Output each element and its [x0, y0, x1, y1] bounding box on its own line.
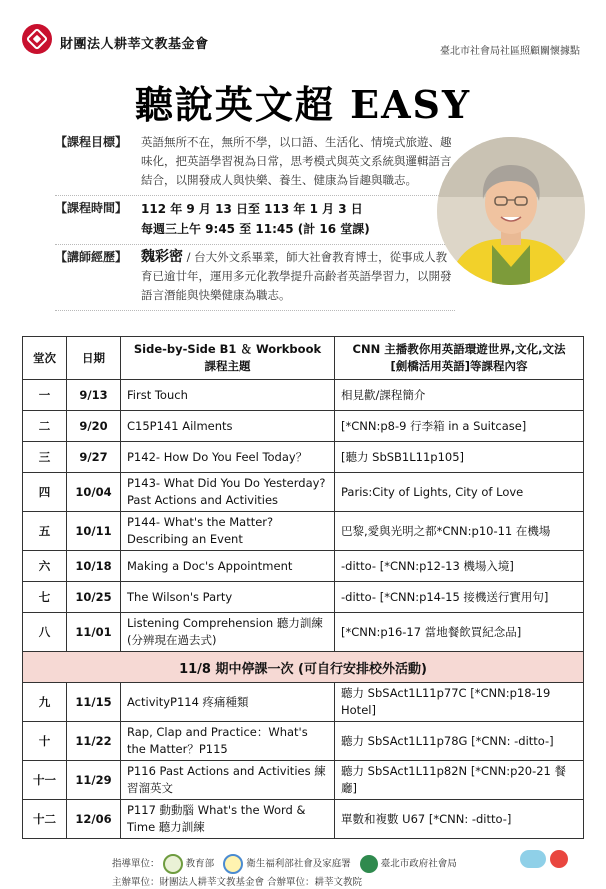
midterm-break-row: [23, 652, 584, 683]
teacher-portrait-icon: [437, 137, 585, 285]
teacher-photo: [437, 137, 585, 285]
row-num: 三: [23, 442, 67, 473]
row-date: 11/01: [67, 613, 121, 652]
row-cnn: 巴黎,愛與光明之都*CNN:p10-11 在機場: [335, 512, 584, 551]
row-topic: P117 動動腦 What's the Word & Time 聽力訓練: [121, 800, 335, 839]
row-cnn: 聽力 SbSAct1L11p78G [*CNN: -ditto-]: [335, 722, 584, 761]
row-cnn: -ditto- [*CNN:p14-15 接機送行實用句]: [335, 582, 584, 613]
guide-units: [112, 854, 457, 874]
row-cnn: 單數和複數 U67 [*CNN: -ditto-]: [335, 800, 584, 839]
table-row: [23, 380, 584, 411]
table-row: [23, 512, 584, 551]
row-cnn: [*CNN:p16-17 當地餐飲買紀念品]: [335, 613, 584, 652]
header-topic-line2: 課程主題: [204, 359, 251, 373]
row-date: 9/27: [67, 442, 121, 473]
row-num: 五: [23, 512, 67, 551]
row-date: 11/29: [67, 761, 121, 800]
row-topic: Rap, Clap and Practice：What's the Matter？P115: [121, 722, 335, 761]
mohw-seal-icon: [223, 854, 243, 874]
row-topic: The Wilson's Party: [121, 582, 335, 613]
row-cnn: 聽力 SbSAct1L11p77C [*CNN:p18-19 Hotel]: [335, 683, 584, 722]
row-date: 10/18: [67, 551, 121, 582]
row-cnn: [聽力 SbSB1L11p105]: [335, 442, 584, 473]
row-topic: C15P141 Ailments: [121, 411, 335, 442]
table-row: [23, 761, 584, 800]
community-care-logo-icon: [520, 850, 546, 868]
row-cnn: Paris:City of Lights, City of Love: [335, 473, 584, 512]
course-date-range: 112 年 9 月 13 日至 113 年 1 月 3 日: [141, 202, 363, 216]
guide-moe: 教育部: [185, 858, 215, 870]
row-date: 10/04: [67, 473, 121, 512]
table-row: [23, 582, 584, 613]
table-row: [23, 800, 584, 839]
row-date: 10/11: [67, 512, 121, 551]
header-topic-line1: Side-by-Side B1 ＆ Workbook: [133, 342, 322, 356]
course-info: [55, 130, 455, 311]
course-weekly-time: 每週三上午 9:45 至 11:45 (計 16 堂課): [141, 222, 370, 236]
guide-mohw: 衛生福利部社會及家庭署: [246, 858, 351, 870]
row-topic: P142- How Do You Feel Today？: [121, 442, 335, 473]
teacher-bio: [141, 248, 455, 305]
table-header-row: [23, 337, 584, 380]
row-topic: Making a Doc's Appointment: [121, 551, 335, 582]
row-num: 十一: [23, 761, 67, 800]
taipei-social-seal-icon: [360, 855, 378, 873]
header-num: 堂次: [23, 337, 67, 380]
site-tag: 臺北市社會局社區照顧關懷據點: [440, 46, 580, 57]
schedule-table: [22, 336, 584, 839]
midterm-break-text: 11/8 期中停課一次 (可自行安排校外活動): [23, 652, 584, 683]
row-topic: ActivityP114 疼痛種類: [121, 683, 335, 722]
row-num: 九: [23, 683, 67, 722]
row-topic: First Touch: [121, 380, 335, 411]
table-row: [23, 442, 584, 473]
course-time-text: [141, 199, 370, 239]
page-header: [0, 0, 606, 62]
header-cnn: [335, 337, 584, 380]
guide-label: 指導單位：: [112, 858, 160, 870]
header-topic: [121, 337, 335, 380]
row-num: 六: [23, 551, 67, 582]
teacher-label: 【講師經歷】: [55, 250, 128, 264]
page-title: 聽說英文超 EASY: [134, 82, 472, 127]
table-row: [23, 683, 584, 722]
row-topic: P116 Past Actions and Activities 練習溜英文: [121, 761, 335, 800]
teacher-row: [55, 245, 455, 311]
course-goal-label: 【課程目標】: [55, 135, 128, 149]
row-date: 11/15: [67, 683, 121, 722]
header-cnn-line1: CNN 主播教你用英語環遊世界,文化,文法: [352, 342, 566, 356]
row-num: 十: [23, 722, 67, 761]
row-date: 9/13: [67, 380, 121, 411]
row-topic: Listening Comprehension 聽力訓練 (分辨現在過去式): [121, 613, 335, 652]
row-num: 八: [23, 613, 67, 652]
table-row: [23, 551, 584, 582]
row-num: 一: [23, 380, 67, 411]
row-cnn: 聽力 SbSAct1L11p82N [*CNN:p20-21 餐廳]: [335, 761, 584, 800]
row-date: 10/25: [67, 582, 121, 613]
table-row: [23, 613, 584, 652]
teacher-text: / 台大外文系畢業，師大社會教育博士，從事成人教育已逾廿年，運用多元化教學提升高齡者英語學習力，以開發語言潛能與快樂健康為職志。: [141, 250, 452, 302]
row-num: 十二: [23, 800, 67, 839]
page-footer: [0, 842, 606, 889]
table-row: [23, 473, 584, 512]
row-cnn: 相見歡/課程簡介: [335, 380, 584, 411]
row-cnn: -ditto- [*CNN:p12-13 機場入境]: [335, 551, 584, 582]
row-num: 二: [23, 411, 67, 442]
row-date: 9/20: [67, 411, 121, 442]
host-units: 主辦單位：財團法人耕莘文教基金會 合辦單位：耕莘文教院: [112, 877, 363, 888]
foundation-logo-icon: [22, 24, 52, 54]
guide-taipei: 臺北市政府社會局: [380, 858, 457, 870]
row-cnn: [*CNN:p8-9 行李箱 in a Suitcase]: [335, 411, 584, 442]
course-time-row: [55, 196, 455, 245]
heart-logo-icon: [550, 850, 568, 868]
row-topic: P144- What's the Matter? Describing an Event: [121, 512, 335, 551]
table-row: [23, 411, 584, 442]
course-goal-row: [55, 130, 455, 196]
header-cnn-line2: [劍橋活用英語]等課程內容: [390, 359, 528, 373]
row-topic: P143- What Did You Do Yesterday? Past Actions and Activities: [121, 473, 335, 512]
row-num: 七: [23, 582, 67, 613]
table-row: [23, 722, 584, 761]
teacher-name: 魏彩密: [141, 249, 183, 265]
course-time-label: 【課程時間】: [55, 201, 128, 215]
moe-seal-icon: [163, 854, 183, 874]
org-name: 財團法人耕莘文教基金會: [60, 37, 209, 52]
row-date: 12/06: [67, 800, 121, 839]
header-date: 日期: [67, 337, 121, 380]
row-date: 11/22: [67, 722, 121, 761]
course-goal-text: 英語無所不在，無所不學，以口語、生活化、情境式旅遊、趣味化，把英語學習視為日常，思考模式與英文系統與邏輯語言結合，以開發成人與快樂、養生、健康為旨趣與職志。: [141, 135, 452, 187]
row-num: 四: [23, 473, 67, 512]
